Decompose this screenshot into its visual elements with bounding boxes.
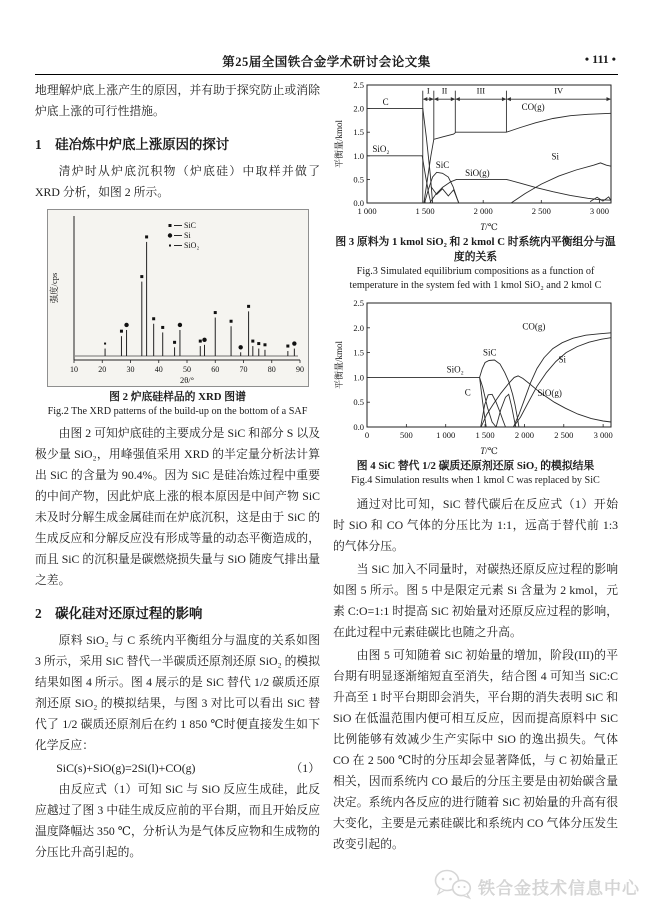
svg-text:III: III	[476, 85, 486, 96]
section-2-heading: 2 碳化硅对还原过程的影响	[35, 606, 203, 621]
right-column	[333, 80, 618, 865]
svg-text:50: 50	[182, 365, 191, 374]
svg-text:1 500: 1 500	[415, 206, 435, 216]
page-header	[35, 52, 618, 75]
svg-text:SiC: SiC	[183, 221, 196, 230]
paragraph-section1: 清炉时从炉底沉积物（炉底硅）中取样并做了 XRD 分析，如图 2 所示。	[35, 164, 320, 199]
svg-text:2 500: 2 500	[531, 206, 551, 216]
svg-text:40: 40	[154, 365, 163, 374]
reaction-equation-1	[35, 758, 320, 779]
svg-text:0: 0	[364, 430, 370, 440]
svg-text:SiO₂: SiO₂	[183, 241, 199, 250]
svg-text:强度/cps: 强度/cps	[48, 272, 59, 304]
svg-text:T/℃: T/℃	[480, 446, 498, 456]
svg-text:60: 60	[210, 365, 219, 374]
svg-text:2.5: 2.5	[353, 80, 364, 90]
svg-text:II: II	[441, 85, 448, 96]
svg-text:C: C	[382, 96, 389, 107]
svg-text:2.5: 2.5	[353, 298, 364, 308]
paragraph-right-3: 由图 5 可知随着 SiC 初始量的增加，阶段(III)的平台期有明显逐渐缩短直至消失，结合图 4 可知当 SiC:C 升高至 1 时平台期即会消失，平台期的消失表明 SiC 和 SiO 在低温范围内便可相互反应，因而提高原料中 SiC 比例能够有效减少生产实际中 SiO 的逸出损失。气体 CO 在 2 500 ℃时的分压却会显著降低，与 C 初始量正相关，因而系统内 CO 最后的分压主要是由初始碳含量决定。系统内各反应的进行随着 SiC 初始量的升高有很大变化，主要是元素硅碳比和系统内 CO 气体分压发生改变引起的。	[333, 648, 618, 851]
svg-text:CO(g): CO(g)	[521, 102, 545, 113]
svg-text:30: 30	[126, 365, 134, 374]
svg-text:2θ/°: 2θ/°	[179, 375, 194, 385]
svg-text:0.5: 0.5	[353, 174, 364, 185]
svg-text:1 000: 1 000	[436, 430, 456, 440]
figure-2-caption-cn: 图 2 炉底硅样品的 XRD 图谱	[109, 391, 246, 403]
svg-text:平衡量/kmol: 平衡量/kmol	[334, 340, 344, 390]
paragraph-after-equation: 由反应式（1）可知 SiC 与 SiO 反应生成硅，此反应越过了图 3 中硅生成反应前的平台期，而且开始反应温度降幅达 350 ℃，分析认为是气体反应物和生成物的分压比升高引起的。	[35, 782, 320, 859]
svg-text:90: 90	[295, 365, 304, 374]
svg-text:SiO(g): SiO(g)	[537, 388, 562, 399]
svg-text:Si: Si	[183, 231, 191, 240]
figure-2-xrd-image	[47, 209, 309, 387]
svg-text:I: I	[426, 85, 430, 96]
svg-text:2.0: 2.0	[353, 322, 364, 333]
svg-text:C: C	[464, 387, 471, 398]
svg-text:CO(g): CO(g)	[522, 321, 546, 332]
svg-text:80: 80	[267, 365, 276, 374]
svg-text:2.0: 2.0	[353, 103, 364, 114]
svg-text:T/℃: T/℃	[480, 222, 498, 232]
svg-text:3 000: 3 000	[593, 430, 613, 440]
svg-text:70: 70	[239, 365, 247, 374]
svg-text:3 000: 3 000	[589, 206, 609, 216]
svg-text:SiC: SiC	[435, 160, 450, 171]
svg-text:0.0: 0.0	[353, 422, 364, 432]
paragraph-section2: 原料 SiO₂ 与 C 系统内平衡组分与温度的关系如图 3 所示，采用 SiC 替代一半碳质还原剂还原 SiO₂ 的模拟结果如图 4 所示。图 4 展示的是 SiC 替代 1/2 碳质还原剂还原 SiO₂ 的模拟结果，与图 3 对比可以看出 SiC 替代了 1/2 碳质还原剂后在约 1 850 ℃时便直接发生如下化学反应：	[35, 633, 320, 752]
section-1-heading: 1 硅冶炼中炉底上涨原因的探讨	[35, 137, 230, 152]
svg-text:0.5: 0.5	[353, 397, 364, 408]
svg-text:SiC: SiC	[483, 347, 497, 358]
svg-text:Si: Si	[551, 151, 559, 162]
svg-text:平衡量/kmol: 平衡量/kmol	[334, 119, 344, 169]
figure-4-caption-en: Fig.4 Simulation results when 1 kmol C was replaced by SiC	[351, 475, 600, 486]
svg-text:0.0: 0.0	[353, 198, 364, 208]
paragraph-right-1: 通过对比可知，SiC 替代碳后在反应式（1）开始时 SiO 和 CO 气体的分压比为 1:1，远高于替代前 1:3 的气体分压。	[333, 497, 618, 553]
watermark-text: 铁合金技术信息中心	[478, 879, 640, 898]
svg-text:20: 20	[97, 365, 106, 374]
xrd-pattern-chart	[48, 210, 333, 386]
svg-text:2 500: 2 500	[554, 430, 574, 440]
figure-3-caption-en: Fig.3 Simulated equilibrium compositions as a function of temperature in the system fed with 1 kmol SiO₂ and 2 kmol C	[349, 266, 602, 291]
svg-text:SiO(g): SiO(g)	[465, 168, 490, 179]
svg-text:1 000: 1 000	[357, 206, 377, 216]
equation-number: （1）	[290, 761, 320, 775]
svg-text:1.5: 1.5	[353, 127, 364, 138]
figure-2-caption-en: Fig.2 The XRD patterns of the build-up on the bottom of a SAF	[47, 406, 308, 417]
paragraph-right-2: 当 SiC 加入不同量时，对碳热还原反应过程的影响如图 5 所示。图 5 中是限定元素 Si 含量为 2 kmol，元素 C:O=1:1 时提高 SiC 初始量对还原反应过程的影响，在此过程中元素硅碳比也随之升高。	[333, 562, 618, 639]
svg-text:SiO₂: SiO₂	[446, 364, 464, 375]
svg-text:500: 500	[399, 430, 413, 440]
paragraph-after-fig2: 由图 2 可知炉底硅的主要成分是 SiC 和部分 S 以及极少量 SiO₂，用峰强值采用 XRD 的半定量分析法计算出 SiC 的含量为 90.4%。因为 SiC 是硅冶炼过程中重要的中间产物，因此炉底上涨的根本原因是中间产物 SiC 未及时分解生成金属硅而在炉底沉积，这是由于 SiC 的生成反应和分解反应没有形成等量的动态平衡造成的，而且 SiC 的沉积量是碳燃烧损失量与 SiO 随废气排出量之差。	[35, 426, 320, 587]
svg-text:SiO₂: SiO₂	[372, 144, 390, 155]
svg-text:2 000: 2 000	[473, 206, 493, 216]
figure-3-equilibrium-chart	[333, 80, 618, 233]
wechat-icon	[434, 868, 472, 905]
svg-text:1.0: 1.0	[353, 372, 364, 383]
figure-3-caption-cn: 图 3 原料为 1 kmol SiO₂ 和 2 kmol C 时系统内平衡组分与温度的关系	[335, 236, 616, 263]
equation-body: SiC(s)+SiO(g)=2Si(l)+CO(g)	[56, 761, 196, 775]
svg-text:1.5: 1.5	[353, 347, 364, 358]
svg-text:1.0: 1.0	[353, 150, 364, 161]
watermark	[434, 868, 640, 905]
figure-4-simulation-chart	[333, 297, 618, 457]
svg-text:IV: IV	[554, 85, 564, 96]
svg-text:Si: Si	[558, 354, 566, 365]
page-number: • 111 •	[584, 52, 616, 66]
paragraph-intro: 地理解炉底上涨产生的原因，并有助于探究防止或消除炉底上涨的可行性措施。	[35, 83, 320, 118]
left-column	[35, 80, 320, 865]
figure-4-caption-cn: 图 4 SiC 替代 1/2 碳质还原剂还原 SiO₂ 的模拟结果	[356, 460, 595, 472]
two-column-body	[35, 80, 618, 865]
proceedings-title: 第25届全国铁合金学术研讨会论文集	[222, 55, 431, 69]
svg-text:10: 10	[69, 365, 78, 374]
svg-text:2 000: 2 000	[514, 430, 534, 440]
svg-text:1 500: 1 500	[475, 430, 495, 440]
